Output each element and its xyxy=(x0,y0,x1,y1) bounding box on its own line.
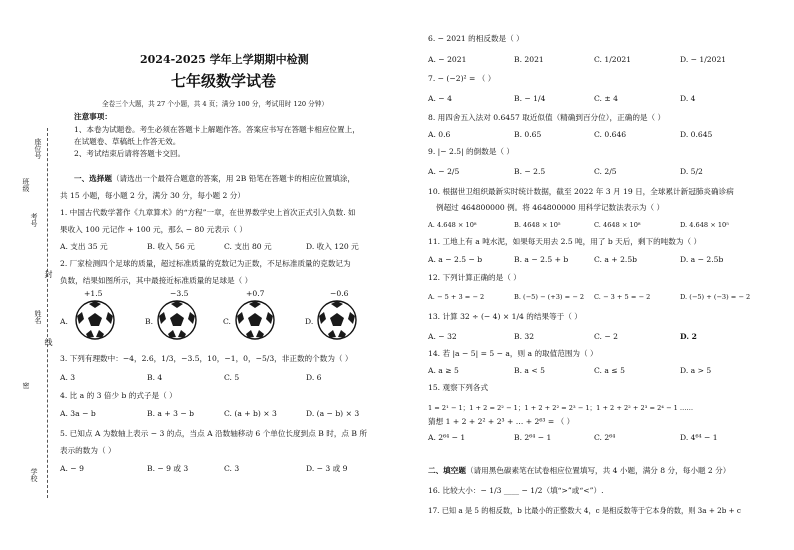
ball-a-mass-label: +1.5 xyxy=(84,289,103,298)
q8-option-c: C. 0.646 xyxy=(594,130,627,139)
q13-option-d: D. 2 xyxy=(680,332,697,341)
q13-option-c: C. − 2 xyxy=(594,332,618,341)
soccer-ball-b-icon xyxy=(156,299,198,341)
q15-pattern-line: 1 = 2¹ − 1；1 + 2 = 2² − 1；1 + 2 + 2² = 2³ − 1；1 + 2 + 2² + 2³ = 2⁴ − 1 …… xyxy=(428,404,694,412)
exam-info: 全卷三个大题，共 27 个小题，共 4 页；满分 100 分，考试用时 120 分钟） xyxy=(102,100,328,108)
q12-option-d: D. (−5) + (−3) = − 2 xyxy=(680,293,751,301)
ball-b-mass-label: −3.5 xyxy=(170,289,189,298)
q1-option-c: C. 支出 80 元 xyxy=(224,242,272,251)
q3-option-c: C. 5 xyxy=(224,373,240,382)
q10-line-1: 10. 根据世卫组织最新实时统计数据，截至 2022 年 3 月 19 日，全球累计新冠肺炎确诊病 xyxy=(428,187,734,196)
soccer-ball-d-icon xyxy=(316,299,358,341)
q7-option-b: B. − 1/4 xyxy=(514,94,546,103)
q2-option-d-label: D. xyxy=(305,317,314,326)
q2-option-c-label: C. xyxy=(223,317,231,326)
q4-option-d: D. (a − b) × 3 xyxy=(306,409,360,418)
q16-stem: 16. 比较大小：− 1/3 ____ − 1/2（填“>”或“<”）. xyxy=(428,486,604,495)
q7-stem: 7. − (−2)² = （ ） xyxy=(428,74,496,83)
q4-stem: 4. 比 a 的 3 倍少 b 的式子是（ ） xyxy=(60,391,177,400)
q12-option-b: B. (−5) − (+3) = − 2 xyxy=(514,293,585,301)
exam-number-label: 考号 xyxy=(30,213,38,227)
q9-option-b: B. − 2.5 xyxy=(514,167,546,176)
section2-desc: （请用黑色碳素笔在试卷相应位置填写，共 4 小题，满分 8 分，每小题 2 分） xyxy=(465,466,731,475)
q11-stem: 11. 工地上有 a 吨水泥，如果每天用去 2.5 吨，用了 b 天后，剩下的吨数为（ ） xyxy=(428,237,702,246)
section1-heading: 一、选择题 xyxy=(74,174,112,183)
name-label: 姓名 xyxy=(34,310,42,324)
notice-line-1: 1、本卷为试题卷。考生必须在答题卡上解题作答。答案应书写在答题卡相应位置上， xyxy=(74,125,360,134)
q1-option-b: B. 收入 56 元 xyxy=(147,242,195,251)
q13-option-a: A. − 32 xyxy=(428,332,457,341)
notice-title: 注意事项： xyxy=(74,112,112,121)
q13-option-b: B. 32 xyxy=(514,332,535,341)
q8-stem: 8. 用四舍五入法对 0.6457 取近似值（精确到百分位），正确的是（ ） xyxy=(428,113,666,122)
q11-option-b: B. a − 2.5 + b xyxy=(514,255,569,264)
q10-option-b: B. 4648 × 10⁵ xyxy=(514,221,561,229)
q7-option-d: D. 4 xyxy=(680,94,696,103)
q12-stem: 12. 下列计算正确的是（ ） xyxy=(428,273,521,282)
q14-option-b: B. a < 5 xyxy=(514,366,545,375)
q5-option-a: A. − 9 xyxy=(60,464,84,473)
q11-option-d: D. a − 2.5b xyxy=(680,255,724,264)
q3-option-a: A. 3 xyxy=(60,373,76,382)
q15-option-a: A. 2⁶⁴ − 1 xyxy=(428,433,466,442)
q1-option-d: D. 收入 120 元 xyxy=(306,242,359,251)
q9-stem: 9. |− 2.5| 的倒数是（ ） xyxy=(428,147,515,156)
q3-option-b: B. 4 xyxy=(147,373,163,382)
q3-stem: 3. 下列有理数中：−4，2.6，1/3，−3.5，10，−1，0，−5/3，非正数的个数为（ ） xyxy=(60,354,353,363)
q8-option-d: D. 0.645 xyxy=(680,130,713,139)
q6-stem: 6. − 2021 的相反数是（ ） xyxy=(428,34,524,43)
q4-option-c: C. (a + b) × 3 xyxy=(224,409,277,418)
q7-option-a: A. − 4 xyxy=(428,94,452,103)
section1-heading-line xyxy=(74,175,355,183)
q5-option-b: B. − 9 或 3 xyxy=(147,464,189,473)
q5-line-2: 表示的数为（ ） xyxy=(60,446,116,455)
q1-line-1: 1. 中国古代数学著作《九章算术》的“方程”一章，在世界数学史上首次正式引入负数. 如 xyxy=(60,208,356,217)
seal-char-mi: 密 xyxy=(22,382,30,389)
q12-option-c: C. − 3 + 5 = − 2 xyxy=(594,293,651,301)
q9-option-a: A. − 2/5 xyxy=(428,167,460,176)
seal-char-feng: 封 xyxy=(44,270,53,278)
school-label: 学校 xyxy=(30,468,38,482)
q5-option-d: D. − 3 或 9 xyxy=(306,464,348,473)
soccer-ball-c-icon xyxy=(234,299,276,341)
q1-option-a: A. 支出 35 元 xyxy=(60,242,108,251)
section1-desc-2: 共 15 小题，每小题 2 分，满分 30 分，每小题 2 分） xyxy=(60,191,245,200)
q15-stem: 15. 观察下列各式 xyxy=(428,383,489,392)
seal-dashed-line xyxy=(47,128,48,498)
q2-line-2: 负数，结果如图所示，其中最接近标准质量的足球是（ ） xyxy=(60,276,253,285)
seat-number-label: 座位号 xyxy=(34,138,42,159)
q9-option-c: C. 2/5 xyxy=(594,167,617,176)
q11-option-a: A. a − 2.5 − b xyxy=(428,255,483,264)
q6-option-a: A. − 2021 xyxy=(428,55,467,64)
q10-line-2: 例超过 464800000 例。将 464800000 用科学记数法表示为（ ） xyxy=(436,203,665,212)
class-label: 班级 xyxy=(22,178,30,192)
section2-heading: 二、填空题 xyxy=(428,466,466,475)
q15-option-c: C. 2⁶⁴ xyxy=(594,433,616,442)
q7-option-c: C. ± 4 xyxy=(594,94,618,103)
q8-option-b: B. 0.65 xyxy=(514,130,542,139)
q6-option-b: B. 2021 xyxy=(514,55,544,64)
ball-c-mass-label: +0.7 xyxy=(246,289,265,298)
q17-stem: 17. 已知 a 是 5 的相反数，b 比最小的正整数大 4，c 是相反数等于它本身的数，则 3a + 2b + c xyxy=(428,506,741,515)
q13-stem: 13. 计算 32 ÷ (− 4) × 1/4 的结果等于（ ） xyxy=(428,312,582,321)
exam-title: 2024-2025 学年上学期期中检测 xyxy=(140,53,309,66)
q4-option-a: A. 3a − b xyxy=(60,409,96,418)
exam-subtitle: 七年级数学试卷 xyxy=(171,72,277,90)
ball-d-mass-label: −0.6 xyxy=(330,289,349,298)
q2-option-a-label: A. xyxy=(60,317,68,326)
q11-option-c: C. a + 2.5b xyxy=(594,255,638,264)
q2-line-1: 2. 厂家检测四个足球的质量，超过标准质量的克数记为正数，不足标准质量的克数记为 xyxy=(60,259,351,268)
q10-option-a: A. 4.648 × 10⁸ xyxy=(428,221,477,229)
notice-line-2: 在试题卷、草稿纸上作答无效。 xyxy=(74,137,181,146)
q2-option-b-label: B. xyxy=(145,317,153,326)
q10-option-c: C. 4648 × 10⁸ xyxy=(594,221,641,229)
q8-option-a: A. 0.6 xyxy=(428,130,451,139)
q4-option-b: B. a + 3 − b xyxy=(147,409,195,418)
q15-option-d: D. 4⁶⁴ − 1 xyxy=(680,433,718,442)
q5-option-c: C. 3 xyxy=(224,464,240,473)
q12-option-a: A. − 5 + 3 = − 2 xyxy=(428,293,485,301)
q9-option-d: D. 5/2 xyxy=(680,167,703,176)
q6-option-c: C. 1/2021 xyxy=(594,55,632,64)
q14-stem: 14. 若 |a − 5| = 5 − a，则 a 的取值范围为（ ） xyxy=(428,349,598,358)
q6-option-d: D. − 1/2021 xyxy=(680,55,727,64)
q5-line-1: 5. 已知点 A 为数轴上表示 − 3 的点，当点 A 沿数轴移动 6 个单位长度到点 B 时，点 B 所 xyxy=(60,429,368,438)
notice-line-3: 2、考试结束后请将答题卡交回。 xyxy=(74,149,186,158)
section2-heading-line xyxy=(428,467,730,475)
q14-option-a: A. a ≥ 5 xyxy=(428,366,459,375)
q14-option-d: D. a > 5 xyxy=(680,366,712,375)
q14-option-c: C. a ≤ 5 xyxy=(594,366,625,375)
q10-option-d: D. 4.648 × 10⁵ xyxy=(680,221,729,229)
q3-option-d: D. 6 xyxy=(306,373,322,382)
section1-desc-1: （请选出一个最符合题意的答案，用 2B 铅笔在答题卡的相应位置填涂， xyxy=(111,174,356,183)
seal-char-xian: 线 xyxy=(44,338,53,346)
soccer-ball-a-icon xyxy=(74,299,116,341)
q15-option-b: B. 2⁶⁴ − 1 xyxy=(514,433,552,442)
q15-guess-line: 猜想 1 + 2 + 2² + 2³ + … + 2⁶³ = （ ） xyxy=(428,417,575,426)
q1-line-2: 果收入 100 元记作 + 100 元，那么 − 80 元表示（ ） xyxy=(60,225,248,234)
